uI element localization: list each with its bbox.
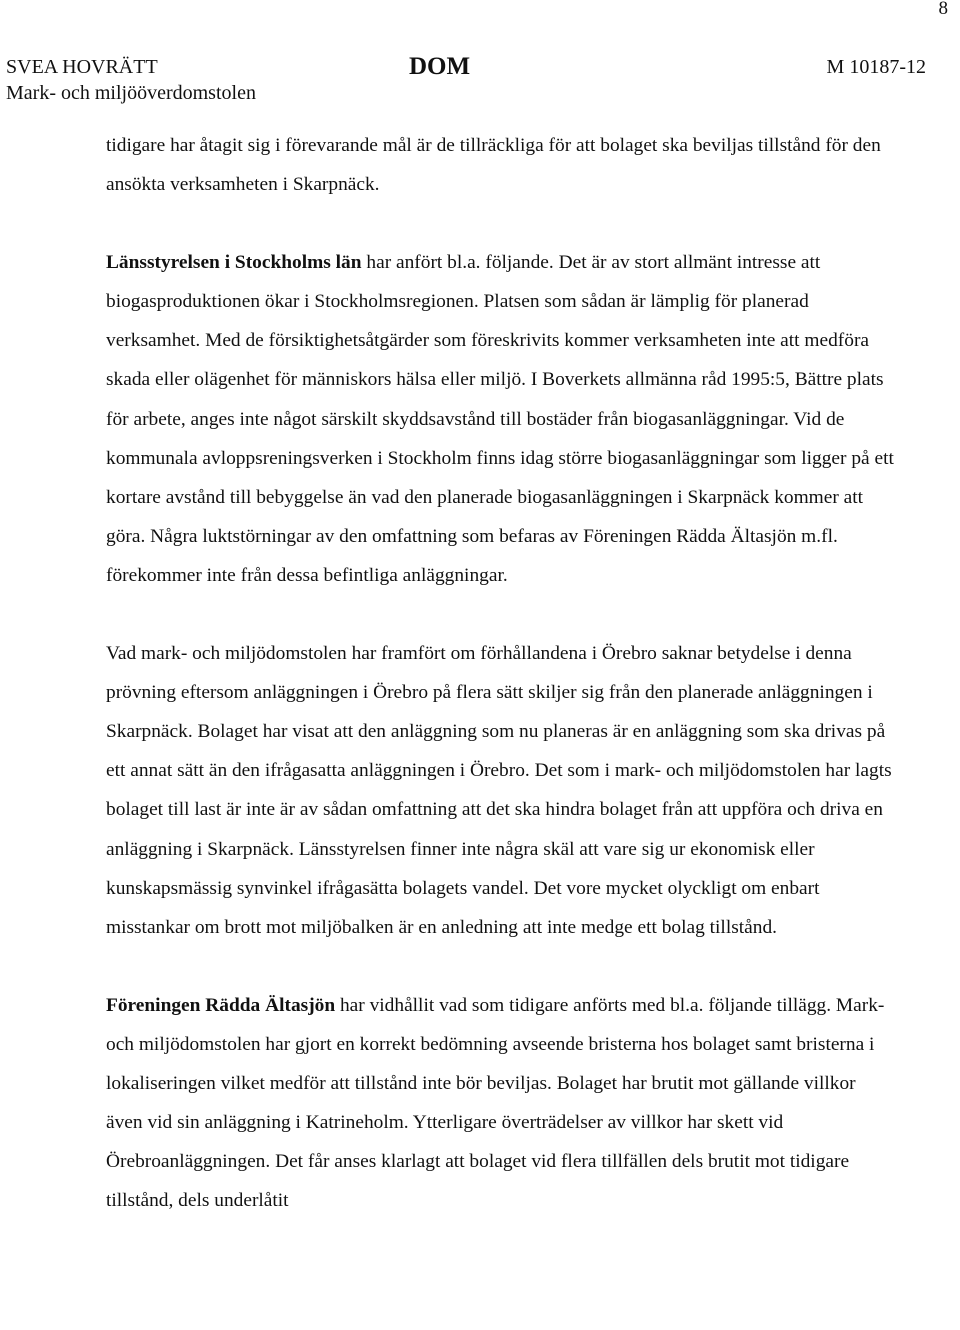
document-type: DOM	[409, 53, 471, 80]
paragraph	[106, 243, 896, 595]
paragraph-text: har vidhållit vad som tidigare anförts med bl.a. följande tillägg. Mark- och miljödomstolen har gjort en korrekt bedömning avseende bristerna hos bolaget samt bristerna i lokaliseringen vilket medför att tillstånd inte bör beviljas. Bolaget har brutit mot gällande villkor även vid sin anläggning i Katrineholm. Ytterligare överträdelser av villkor har skett vid Örebroanläggningen. Det får anses klarlagt att bolaget vid flera tillfällen dels brutit mot tidigare tillstånd, dels underlåtit	[106, 994, 885, 1212]
document-header	[6, 54, 926, 106]
party-name: Länsstyrelsen i Stockholms län	[106, 252, 362, 274]
paragraph	[106, 986, 896, 1221]
paragraph-text: Vad mark- och miljödomstolen har framfört om förhållandena i Örebro saknar betydelse i denna prövning eftersom anläggningen i Örebro på flera sätt skiljer sig från den planerade anläggningen i Skarpnäck. Bolaget har visat att den anläggning som nu planeras är en anläggning som ska drivas på ett annat sätt än den ifrågasatta anläggningen i Örebro. Det som i mark- och miljödomstolen har lagts bolaget till last är inte är av sådan omfattning att det ska hindra bolaget från att uppföra och driva en anläggning i Skarpnäck. Länsstyrelsen finner inte några skäl att vare sig ur ekonomisk eller kunskapsmässig synvinkel ifrågasätta bolagets vandel. Det vore mycket olyckligt om enbart misstankar om brott mot miljöbalken är en anledning att inte medge ett bolag tillstånd.	[106, 643, 892, 938]
court-name: SVEA HOVRÄTT	[6, 56, 158, 78]
case-number: M 10187-12	[826, 56, 926, 78]
paragraph	[106, 126, 896, 204]
document-body	[106, 126, 896, 1220]
party-name: Föreningen Rädda Ältasjön	[106, 994, 336, 1016]
paragraph	[106, 634, 896, 947]
paragraph-text: har anfört bl.a. följande. Det är av stort allmänt intresse att biogasproduktionen ökar i Stockholmsregionen. Platsen som sådan är lämplig för planerad verksamhet. Med de försiktighetsåtgärder som föreskrivits kommer verksamheten inte att medföra skada eller olägenhet för människors hälsa eller miljö. I Boverkets allmänna råd 1995:5, Bättre plats för arbete, anges inte något särskilt skyddsavstånd till bostäder från biogasanläggningar. Vid de kommunala avloppsreningsverken i Stockholm finns idag större biogasanläggningar som ligger på ett kortare avstånd till bebyggelse än vad den planerade biogasanläggningen i Skarpnäck kommer att göra. Några luktstörningar av den omfattning som befaras av Föreningen Rädda Ältasjön m.fl. förekommer inte från dessa befintliga anläggningar.	[106, 252, 894, 586]
paragraph-text: tidigare har åtagit sig i förevarande mål är de tillräckliga för att bolaget ska beviljas tillstånd för den ansökta verksamheten i Skarpnäck.	[106, 135, 881, 196]
court-division: Mark- och miljööverdomstolen	[6, 82, 256, 104]
page-number: 8	[938, 0, 948, 19]
